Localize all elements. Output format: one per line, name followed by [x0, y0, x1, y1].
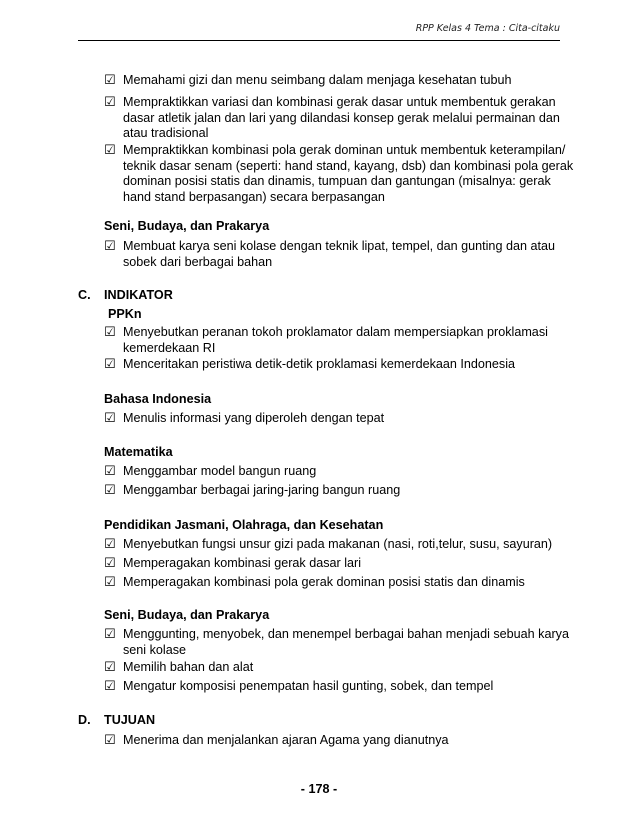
- list-item: ☑ Menerima dan menjalankan ajaran Agama yang dianutnya: [104, 733, 449, 748]
- checkbox-icon: ☑: [104, 239, 116, 254]
- list-item: ☑ Menyebutkan fungsi unsur gizi pada makanan (nasi, roti,telur, susu, sayuran): [104, 537, 553, 552]
- checkbox-icon: ☑: [104, 357, 116, 372]
- subject-heading: Pendidikan Jasmani, Olahraga, dan Kesehatan: [104, 518, 384, 532]
- checkbox-icon: ☑: [104, 73, 116, 88]
- list-item: ☑ Memahami gizi dan menu seimbang dalam menjaga kesehatan tubuh: [104, 73, 512, 88]
- checkbox-icon: ☑: [104, 95, 116, 110]
- checkbox-icon: ☑: [104, 575, 116, 590]
- subject-heading: Matematika: [104, 445, 173, 459]
- checkbox-icon: ☑: [104, 483, 116, 498]
- list-item: ☑ Memilih bahan dan alat: [104, 660, 254, 675]
- checkbox-icon: ☑: [104, 325, 116, 340]
- list-item: ☑ Membuat karya seni kolase dengan teknik lipat, tempel, dan gunting dan atau sobek dari berbagai bahan: [104, 239, 555, 269]
- section-title: TUJUAN: [104, 713, 156, 727]
- section-letter: D.: [78, 713, 91, 727]
- header-title: RPP Kelas 4 Tema : Cita-citaku: [415, 23, 560, 34]
- list-item: ☑ Menggambar model bangun ruang: [104, 464, 317, 479]
- subject-heading: Bahasa Indonesia: [104, 392, 212, 406]
- section-title: INDIKATOR: [104, 288, 173, 302]
- checkbox-icon: ☑: [104, 733, 116, 748]
- checkbox-icon: ☑: [104, 679, 116, 694]
- list-item: ☑ Memperagakan kombinasi pola gerak dominan posisi statis dan dinamis: [104, 575, 525, 590]
- checkbox-icon: ☑: [104, 537, 116, 552]
- list-item: ☑ Menggunting, menyobek, dan menempel berbagai bahan menjadi sebuah karya seni kolase: [104, 627, 569, 657]
- checkbox-icon: ☑: [104, 143, 116, 158]
- list-item: ☑ Memperagakan kombinasi gerak dasar lari: [104, 556, 361, 571]
- checkbox-icon: ☑: [104, 556, 116, 571]
- subject-heading: PPKn: [108, 307, 142, 321]
- list-item: ☑ Mengatur komposisi penempatan hasil gunting, sobek, dan tempel: [104, 679, 494, 694]
- list-item: ☑ Mempraktikkan variasi dan kombinasi gerak dasar untuk membentuk gerakan dasar atletik jalan dan lari yang dilandasi konsep gerak melalui permainan dan atau tradisional: [104, 95, 560, 141]
- subject-heading: Seni, Budaya, dan Prakarya: [104, 219, 270, 233]
- subject-heading: Seni, Budaya, dan Prakarya: [104, 608, 270, 622]
- checkbox-icon: ☑: [104, 464, 116, 479]
- page-number: - 178 -: [300, 782, 338, 796]
- list-item: ☑ Menulis informasi yang diperoleh dengan tepat: [104, 411, 385, 426]
- checkbox-icon: ☑: [104, 627, 116, 642]
- list-item: ☑ Menyebutkan peranan tokoh proklamator dalam mempersiapkan proklamasi kemerdekaan RI: [104, 325, 548, 355]
- list-item: ☑ Menggambar berbagai jaring-jaring bangun ruang: [104, 483, 401, 498]
- checkbox-icon: ☑: [104, 660, 116, 675]
- checkbox-icon: ☑: [104, 411, 116, 426]
- header-rule: [78, 40, 560, 41]
- section-letter: C.: [78, 288, 91, 302]
- list-item: ☑ Menceritakan peristiwa detik-detik proklamasi kemerdekaan Indonesia: [104, 357, 515, 372]
- list-item: ☑ Mempraktikkan kombinasi pola gerak dominan untuk membentuk keterampilan/ teknik dasar senam (seperti: hand stand, kayang, dsb) dan kombinasi pola gerak dominan posisi statis dan dinamis, tumpuan dan gantungan (misalnya: gerak hand stand berpasangan) secara berpasangan: [104, 143, 574, 204]
